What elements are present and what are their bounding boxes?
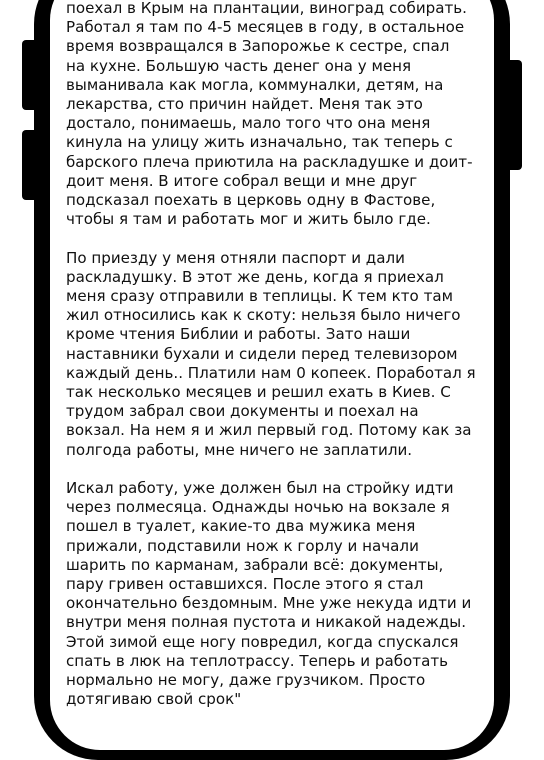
paragraph-kyiv-station: Искал работу, уже должен был на стройку идти через полмесяца. Однажды ночью на вокзале я пошел в туалет, какие-то два мужика меня прижали, подставили нож к горлу и начали шарить по карманам, забрали всё: документы, пару гривен оставшихся. После этого я стал окончательно бездомным. Мне уже некуда идти и внутри меня полная пустота и никакой надежды. Этой зимой еще ногу повредил, когда спускался спать в люк на теплотрассу. Теперь и работать нормально не могу, даже грузчиком. Просто дотягиваю свой срок" bbox=[66, 479, 472, 709]
story-text bbox=[66, 0, 484, 729]
paragraph-fastiv-church: По приезду у меня отняли паспорт и дали раскладушку. В этот же день, когда я приехал меня сразу отправили в теплицы. К тем кто там жил относились как к скоту: нельзя было ничего кроме чтения Библии и работы. Зато наши наставники бухали и сидели перед телевизором каждый день.. Платили нам 0 копеек. Поработал я так несколько месяцев и решил ехать в Киев. С трудом забрал свои документы и поехал на вокзал. На нем я и жил первый год. Потому как за полгода работы, мне ничего не заплатили. bbox=[66, 248, 476, 459]
paragraph-crimea: поехал в Крым на плантации, виноград собирать. Работал я там по 4-5 месяцев в году, в остальное время возвращался в Запорожье к сестре, спал на кухне. Большую часть денег она у меня выманивала как могла, коммуналки, детям, на лекарства, сто причин найдет. Меня так это достало, понимаешь, мало того что она меня кинула на улицу жить изначально, так теперь с барского плеча приютила на раскладушке и доит- доит меня. В итоге собрал вещи и мне друг подсказал поехать в церковь одну в Фастове, чтобы я там и работать мог и жить было где. bbox=[66, 0, 473, 229]
phone-screen[interactable] bbox=[50, 0, 494, 750]
